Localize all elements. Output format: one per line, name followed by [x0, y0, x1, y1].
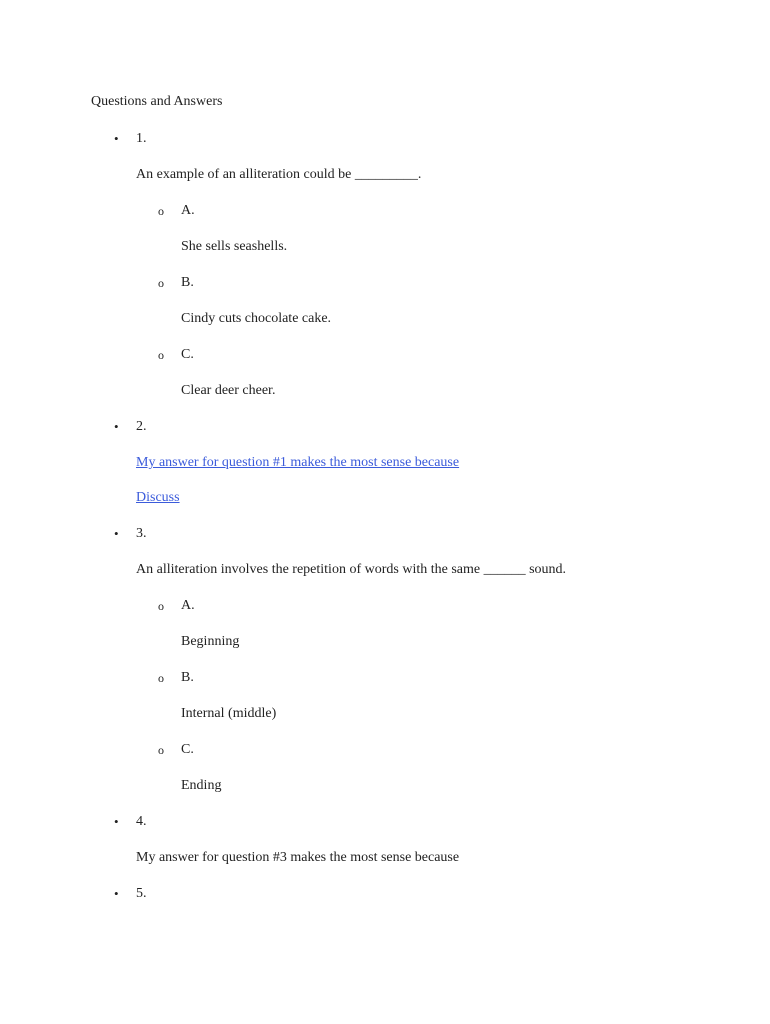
option-letter: C.: [181, 347, 194, 362]
sub-bullet-icon: o: [158, 204, 164, 218]
sub-bullet-icon: o: [158, 599, 164, 613]
option-letter: B.: [181, 275, 194, 290]
question-number: 3.: [136, 526, 147, 541]
option-letter: A.: [181, 203, 195, 218]
sub-bullet-icon: o: [158, 348, 164, 362]
sub-bullet-icon: o: [158, 276, 164, 290]
sub-bullet-icon: o: [158, 671, 164, 685]
option-text: Beginning: [181, 634, 240, 649]
question-number: 1.: [136, 131, 147, 146]
option-letter: B.: [181, 670, 194, 685]
question-text: An example of an alliteration could be _________.: [136, 167, 422, 182]
question-text: My answer for question #3 makes the most sense because: [136, 850, 460, 865]
option-text: Internal (middle): [181, 706, 277, 721]
bullet-icon: •: [114, 886, 119, 901]
bullet-icon: •: [114, 419, 119, 434]
option-text: Clear deer cheer.: [181, 383, 276, 398]
question-number: 4.: [136, 814, 147, 829]
option-text: Cindy cuts chocolate cake.: [181, 311, 332, 326]
answer-link[interactable]: My answer for question #1 makes the most sense because: [136, 455, 460, 470]
option-text: Ending: [181, 778, 222, 793]
option-letter: A.: [181, 598, 195, 613]
question-text: An alliteration involves the repetition of words with the same ______ sound.: [136, 562, 567, 577]
bullet-icon: •: [114, 131, 119, 146]
discuss-link[interactable]: Discuss: [136, 490, 180, 505]
question-number: 5.: [136, 886, 147, 901]
option-letter: C.: [181, 742, 194, 757]
sub-bullet-icon: o: [158, 743, 164, 757]
bullet-icon: •: [114, 526, 119, 541]
bullet-icon: •: [114, 814, 119, 829]
option-text: She sells seashells.: [181, 239, 288, 254]
page-title: Questions and Answers: [91, 94, 223, 109]
question-number: 2.: [136, 419, 147, 434]
